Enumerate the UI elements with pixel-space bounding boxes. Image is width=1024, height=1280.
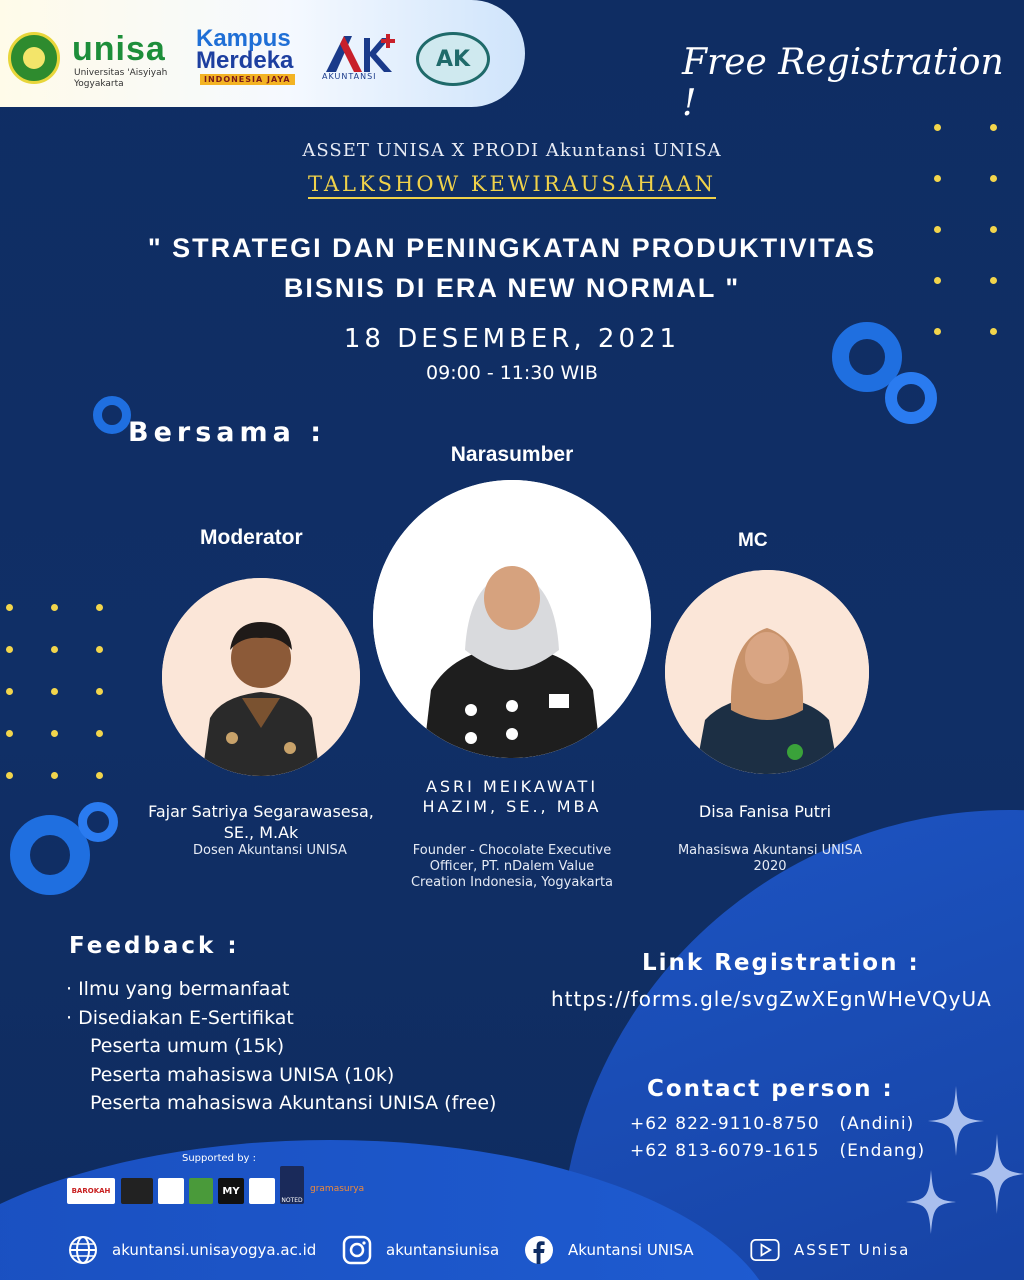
moderator-name-line2: SE., M.Ak bbox=[223, 823, 299, 842]
youtube-text: ASSET Unisa bbox=[794, 1241, 911, 1259]
contact-row bbox=[630, 1141, 925, 1161]
unisa-sub-line1: Universitas 'Aisyiyah bbox=[74, 68, 168, 78]
sponsor-logo bbox=[310, 1184, 364, 1194]
kampus-line: Kampus bbox=[196, 25, 291, 52]
sponsor-logo bbox=[158, 1178, 184, 1204]
sponsor-logo bbox=[280, 1166, 304, 1204]
event-title bbox=[100, 228, 924, 308]
event-title-line2: BISNIS DI ERA NEW NORMAL " bbox=[283, 273, 741, 303]
moderator-role-label: Moderator bbox=[200, 526, 303, 549]
sponsor-logo bbox=[189, 1178, 213, 1204]
indonesia-jaya-tag: INDONESIA JAYA bbox=[200, 74, 295, 85]
unisa-logo-subtitle bbox=[74, 68, 167, 90]
feedback-subitem: Peserta mahasiswa Akuntansi UNISA (free) bbox=[90, 1092, 497, 1114]
sponsor-logo-text: BAROKAH bbox=[71, 1187, 111, 1195]
organizer-line: ASSET UNISA X PRODI Akuntansi UNISA bbox=[302, 140, 722, 161]
narasumber-desc-line2: Officer, PT. nDalem Value bbox=[429, 859, 595, 874]
unisa-logo-text: unisa bbox=[72, 30, 166, 68]
mc-description bbox=[660, 843, 880, 875]
dot-grid-left bbox=[6, 604, 106, 784]
moderator-photo bbox=[162, 578, 360, 776]
contact-phone[interactable]: +62 822-9110-8750 bbox=[630, 1114, 820, 1134]
instagram-icon bbox=[342, 1235, 372, 1265]
facebook-icon bbox=[524, 1235, 554, 1265]
kampus-merdeka-logo bbox=[196, 25, 294, 74]
mc-photo bbox=[665, 570, 869, 774]
unisa-sub-line2: Yogyakarta bbox=[74, 79, 124, 89]
free-registration-label: Free Registration ! bbox=[682, 42, 1004, 124]
merdeka-line: Merdeka bbox=[196, 47, 294, 74]
moderator-name bbox=[130, 801, 392, 843]
sparkle-icon bbox=[906, 1170, 956, 1234]
akuntansi-logo-mark bbox=[322, 30, 402, 78]
contact-person-heading: Contact person : bbox=[647, 1076, 894, 1102]
narasumber-name-line1: ASRI MEIKAWATI bbox=[425, 777, 599, 796]
feedback-list bbox=[66, 975, 496, 1118]
ak-circle-logo: AK bbox=[416, 32, 490, 86]
sponsor-logo bbox=[249, 1178, 275, 1204]
supported-by-label: Supported by : bbox=[182, 1153, 257, 1164]
registration-link[interactable]: https://forms.gle/svgZwXEgnWHeVQyUA bbox=[551, 987, 992, 1011]
feedback-subitem: Peserta mahasiswa UNISA (10k) bbox=[90, 1063, 395, 1086]
narasumber-name-line2: HAZIM, SE., MBA bbox=[422, 797, 602, 816]
footer-facebook[interactable] bbox=[524, 1235, 694, 1265]
website-text: akuntansi.unisayogya.ac.id bbox=[112, 1241, 317, 1259]
event-time: 09:00 - 11:30 WIB bbox=[426, 362, 598, 384]
narasumber-photo bbox=[373, 480, 651, 758]
mc-desc-line2: 2020 bbox=[753, 859, 787, 874]
feedback-subitem: Peserta umum (15k) bbox=[90, 1035, 285, 1057]
sponsor-logo-text: MY bbox=[222, 1185, 240, 1197]
bersama-heading: Bersama : bbox=[128, 417, 327, 448]
contact-name: (Endang) bbox=[839, 1141, 926, 1161]
link-registration-heading: Link Registration : bbox=[642, 950, 920, 976]
sponsor-logo bbox=[218, 1178, 244, 1204]
footer-youtube[interactable] bbox=[750, 1235, 910, 1265]
mc-role-label: MC bbox=[738, 530, 768, 551]
sparkle-icon bbox=[970, 1134, 1024, 1214]
sponsor-logo bbox=[67, 1178, 115, 1204]
mc-desc-line1: Mahasiswa Akuntansi UNISA bbox=[677, 843, 863, 858]
facebook-text: Akuntansi UNISA bbox=[568, 1241, 694, 1259]
feedback-item: · Ilmu yang bermanfaat bbox=[66, 978, 290, 1000]
narasumber-desc-line3: Creation Indonesia, Yogyakarta bbox=[410, 875, 614, 890]
narasumber-role-label: Narasumber bbox=[450, 443, 574, 466]
feedback-item: · Disediakan E-Sertifikat bbox=[66, 1006, 294, 1029]
mc-name: Disa Fanisa Putri bbox=[698, 802, 832, 821]
footer-instagram[interactable] bbox=[342, 1235, 499, 1265]
narasumber-description bbox=[392, 843, 632, 891]
moderator-name-line1: Fajar Satriya Segarawasesa, bbox=[148, 802, 374, 821]
sponsor-logo bbox=[121, 1178, 153, 1204]
narasumber-name bbox=[402, 777, 622, 817]
narasumber-desc-line1: Founder - Chocolate Executive bbox=[412, 843, 612, 858]
event-title-line1: " STRATEGI DAN PENINGKATAN PRODUKTIVITAS bbox=[147, 233, 877, 263]
moderator-description: Dosen Akuntansi UNISA bbox=[193, 843, 347, 858]
youtube-icon bbox=[750, 1235, 780, 1265]
globe-icon bbox=[68, 1235, 98, 1265]
footer-website[interactable] bbox=[68, 1235, 316, 1265]
akuntansi-logo-text: AKUNTANSI bbox=[322, 72, 377, 81]
ring-decoration bbox=[78, 802, 118, 842]
event-category-text: TALKSHOW KEWIRAUSAHAAN bbox=[308, 172, 716, 199]
sponsor-logo-text: gramasurya bbox=[310, 1184, 365, 1194]
feedback-heading: Feedback : bbox=[69, 933, 240, 959]
ring-decoration bbox=[93, 396, 131, 434]
unisa-seal-logo bbox=[8, 32, 60, 84]
sponsor-logo-text: NOTED bbox=[281, 1197, 303, 1204]
instagram-text: akuntansiunisa bbox=[386, 1241, 500, 1259]
event-date: 18 DESEMBER, 2021 bbox=[343, 324, 681, 354]
event-category bbox=[0, 172, 1024, 196]
contact-phone[interactable]: +62 813-6079-1615 bbox=[630, 1141, 820, 1161]
contact-row bbox=[630, 1114, 914, 1134]
contact-name: (Andini) bbox=[839, 1114, 915, 1134]
